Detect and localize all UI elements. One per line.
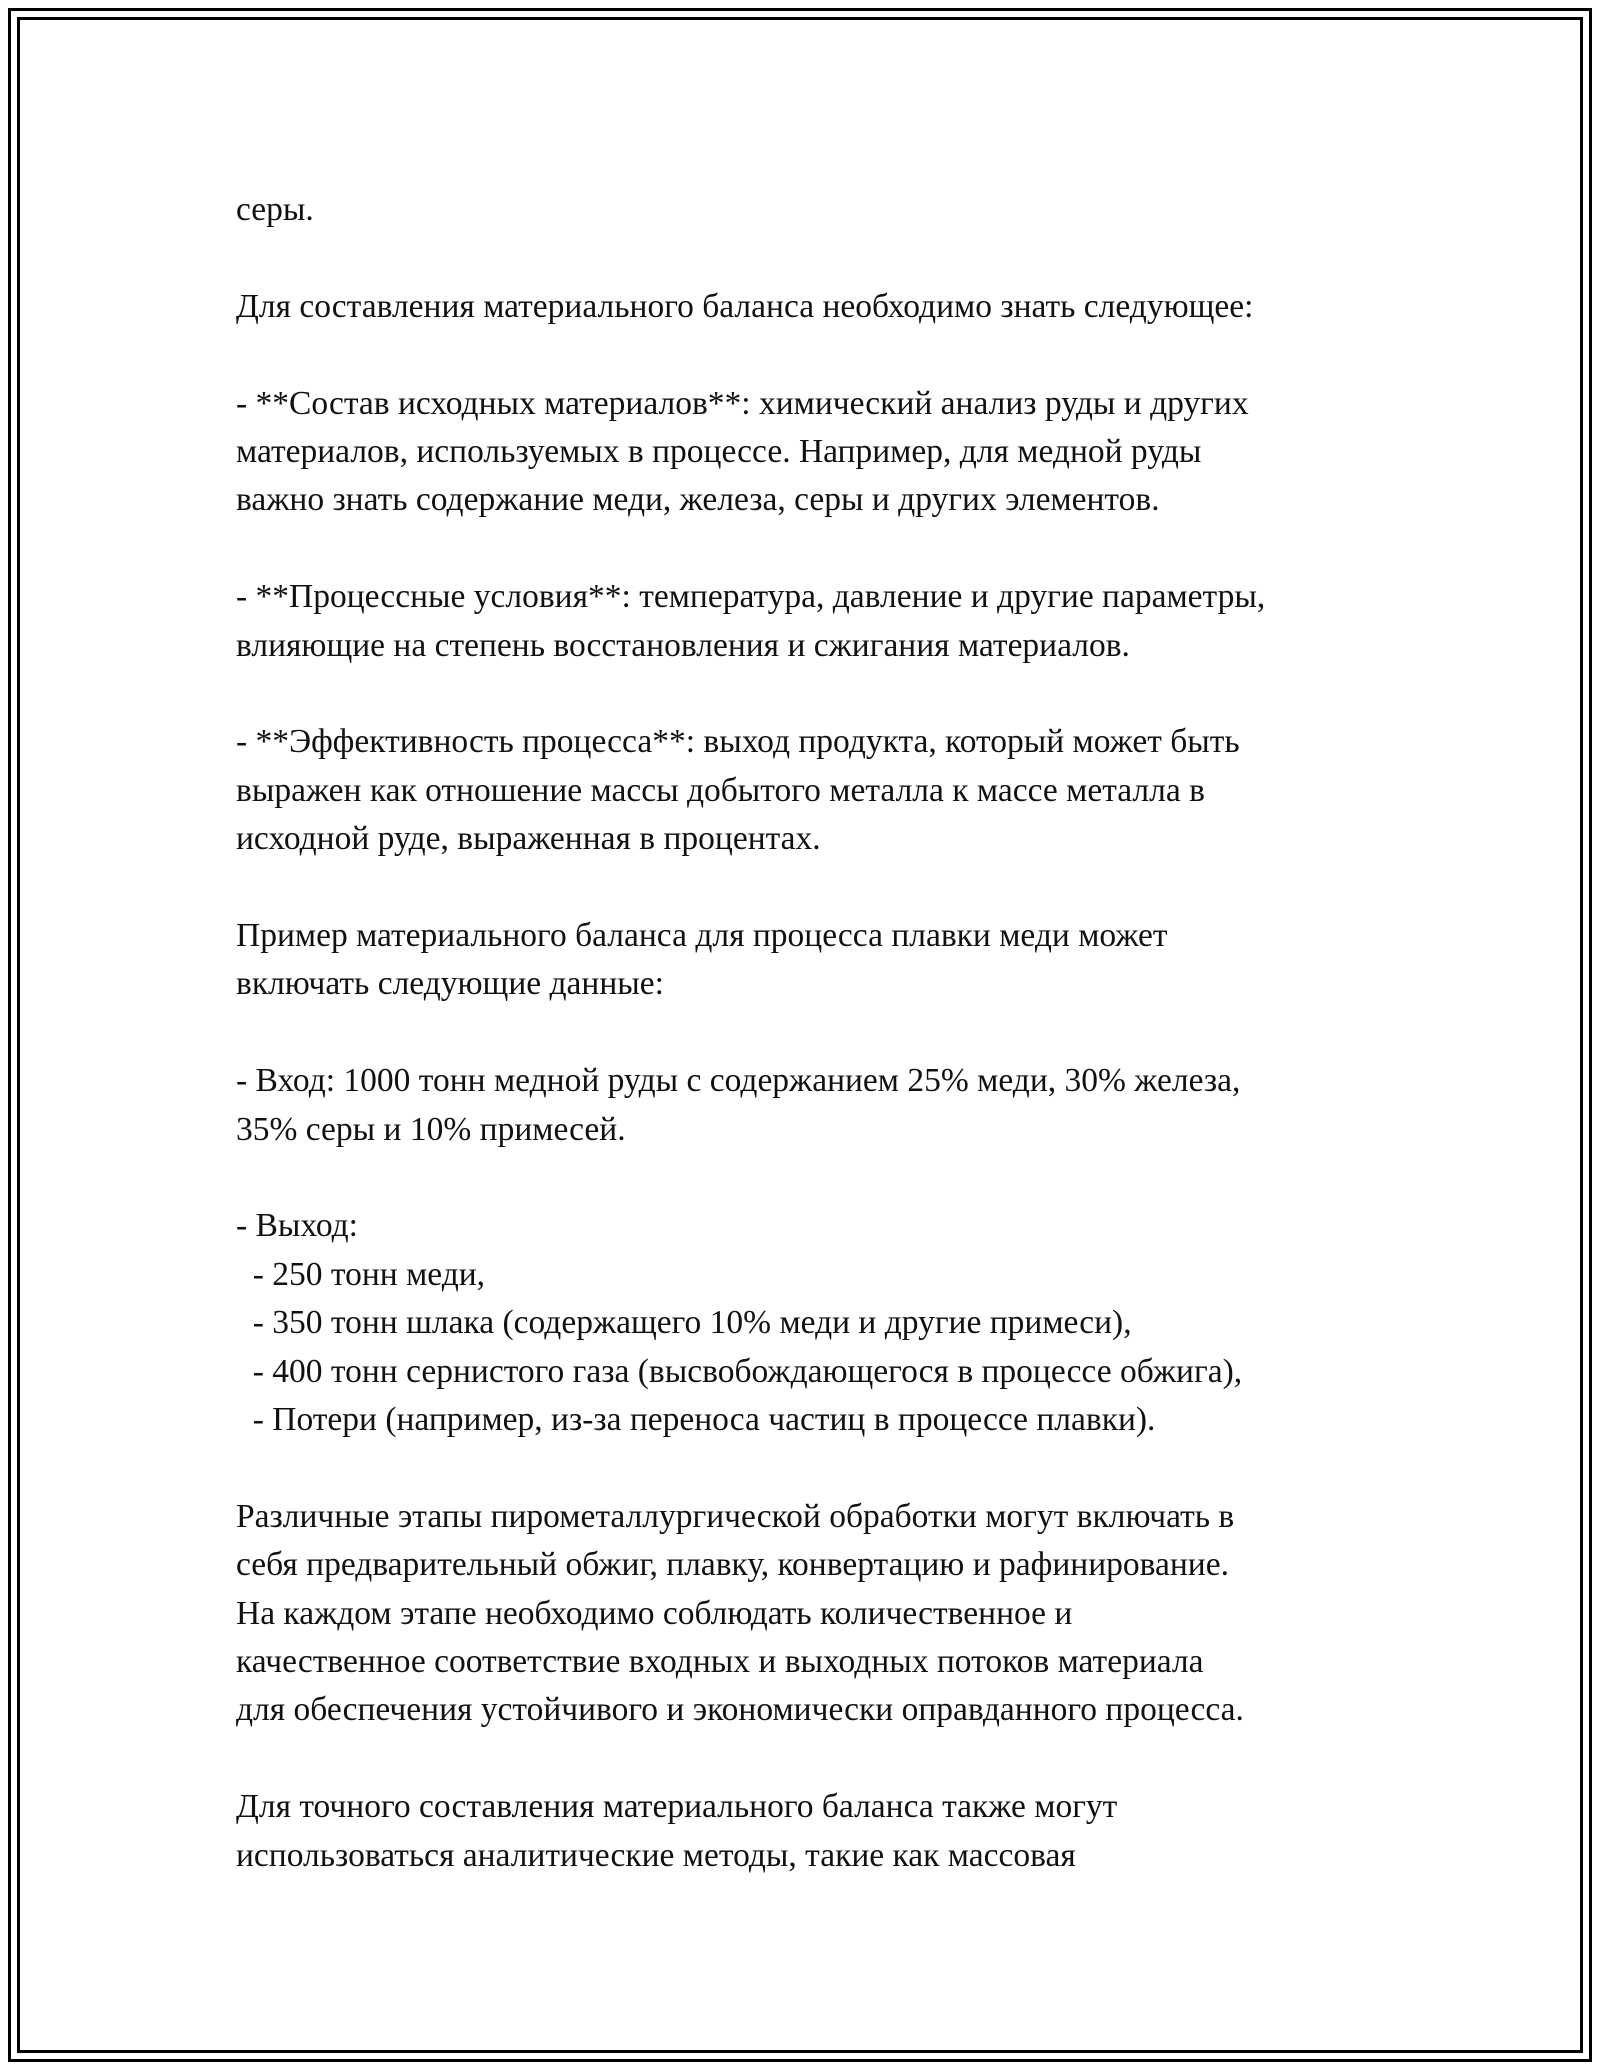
- text-line: Пример материального баланса для процесса плавки меди может: [236, 917, 1168, 955]
- list-item-input: [236, 1057, 1396, 1154]
- text-line: выражен как отношение массы добытого металла к массе металла в: [236, 771, 1205, 809]
- text-line: материалов, используемых в процессе. Например, для медной руды: [236, 433, 1202, 470]
- paragraph-example: [236, 912, 1396, 1009]
- paragraph-continuation: [236, 186, 1396, 234]
- list-item-output: [236, 1202, 1396, 1444]
- text-line: включать следующие данные:: [236, 965, 664, 1003]
- list-item-conditions: [236, 573, 1396, 670]
- text-line: влияющие на степень восстановления и сжигания материалов.: [236, 626, 1130, 664]
- document-body: [236, 186, 1396, 1928]
- text-line: - **Эффективность процесса**: выход продукта, который может быть: [236, 723, 1240, 761]
- sub-list-item: - Потери (например, из-за переноса частиц в процессе плавки).: [236, 1401, 1156, 1439]
- text-line: Для составления материального баланса необходимо знать следующее:: [236, 287, 1254, 325]
- paragraph-intro: [236, 283, 1396, 331]
- text-line: - Вход: 1000 тонн медной руды с содержанием 25% меди, 30% железа,: [236, 1062, 1241, 1100]
- text-line: 35% серы и 10% примесей.: [236, 1110, 626, 1148]
- text-line: - Выход:: [236, 1207, 358, 1245]
- text-line: качественное соответствие входных и выходных потоков материала: [236, 1643, 1204, 1681]
- paragraph-stages: [236, 1493, 1396, 1735]
- sub-list-item: - 350 тонн шлака (содержащего 10% меди и другие примеси),: [236, 1304, 1132, 1342]
- list-item-efficiency: [236, 718, 1396, 863]
- text-line: На каждом этапе необходимо соблюдать количественное и: [236, 1594, 1073, 1632]
- text-line: важно знать содержание меди, железа, серы и других элементов.: [236, 481, 1160, 519]
- text-line: себя предварительный обжиг, плавку, конвертацию и рафинирование.: [236, 1546, 1229, 1584]
- sub-list-item: - 250 тонн меди,: [236, 1255, 486, 1293]
- sub-list-item: - 400 тонн сернистого газа (высвобождающегося в процессе обжига),: [236, 1352, 1243, 1390]
- text-line: серы.: [236, 191, 314, 228]
- text-line: использоваться аналитические методы, такие как массовая: [236, 1836, 1076, 1874]
- list-item-composition: [236, 380, 1396, 525]
- text-line: Различные этапы пирометаллургической обработки могут включать в: [236, 1497, 1235, 1535]
- text-line: Для точного составления материального баланса также могут: [236, 1788, 1118, 1826]
- text-line: для обеспечения устойчивого и экономически оправданного процесса.: [236, 1691, 1244, 1729]
- paragraph-methods: [236, 1783, 1396, 1880]
- text-line: исходной руде, выраженная в процентах.: [236, 820, 821, 858]
- text-line: - **Состав исходных материалов**: химический анализ руды и других: [236, 384, 1249, 422]
- text-line: - **Процессные условия**: температура, давление и другие параметры,: [236, 578, 1266, 616]
